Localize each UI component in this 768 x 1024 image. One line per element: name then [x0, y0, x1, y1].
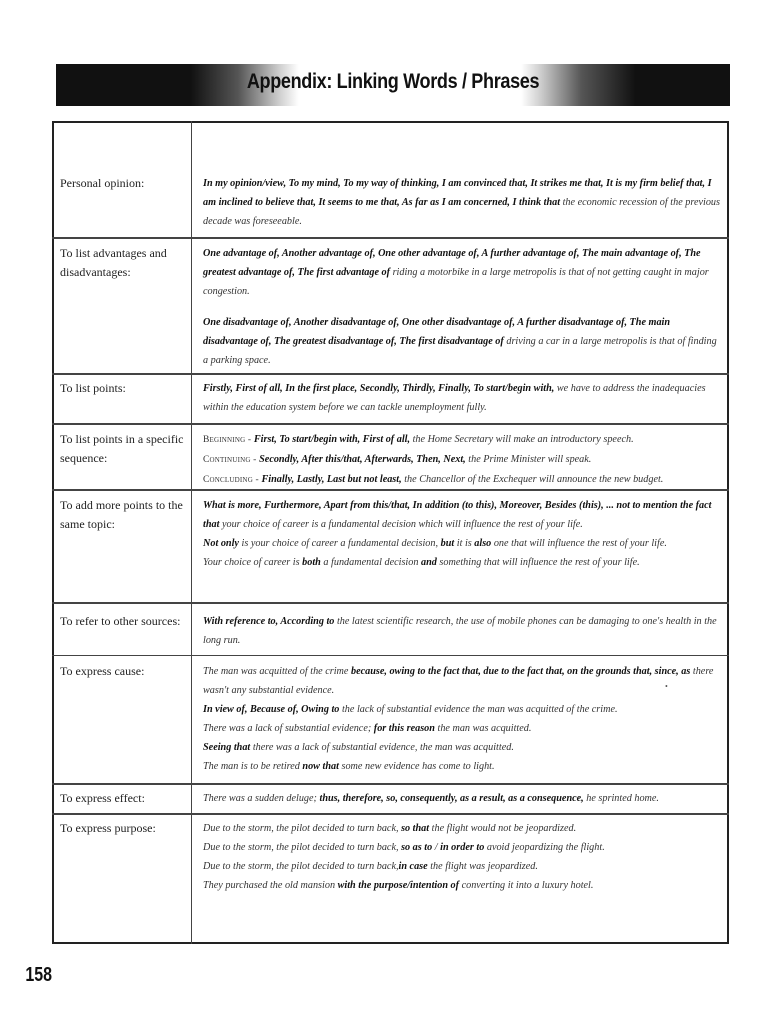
example-sentence [203, 819, 723, 838]
linking-phrase: One advantage of, Another advantage of, One other advantage of, A further advantage of, The main advantage of, The greatest advantage of, The first advantage of [203, 248, 701, 278]
example-text: the flight was jeopardized. [430, 861, 538, 872]
example-text: Your choice of career is [203, 557, 303, 568]
linking-phrase: First, To start/begin with, First of all, [253, 434, 413, 445]
row-label: To refer to other sources: [60, 614, 181, 628]
example-sentence [203, 244, 723, 301]
row-content [203, 789, 723, 808]
example-sentence [203, 553, 723, 572]
example-text: your choice of career is a fundamental decision which will influence the rest of your life. [221, 519, 583, 530]
example-text: some new evidence has come to light. [341, 761, 495, 772]
example-sentence [203, 496, 723, 534]
row-content [203, 819, 723, 895]
row-content [203, 612, 723, 650]
example-text: the latest scientific research, the use of mobile phones can be damaging to one's health in the long run. [203, 616, 717, 646]
sequence-stage: Continuing - [203, 455, 260, 465]
row-label: To express effect: [60, 791, 145, 805]
sequence-stage: Concluding - [203, 475, 262, 485]
example-text: something that will influence the rest of your life. [439, 557, 640, 568]
linking-phrase: With reference to, According to [203, 616, 337, 627]
row-label: To add more points to the same topic: [60, 498, 183, 531]
linking-phrase: In view of, Because of, Owing to [203, 704, 342, 715]
example-text: riding a motorbike in a large metropolis is that of not getting caught in major congestion. [203, 267, 709, 297]
row-divider [52, 237, 729, 239]
linking-phrase: for this reason [373, 723, 438, 734]
example-sentence [203, 857, 723, 876]
row-divider [52, 813, 729, 815]
example-text: the Home Secretary will make an introductory speech. [412, 434, 634, 445]
example-text: it is [456, 538, 475, 549]
example-sentence [203, 450, 723, 470]
example-sentence [203, 313, 723, 370]
row-content [203, 379, 723, 417]
page-number: 158 [25, 964, 53, 986]
example-text: The man is to be retired [203, 761, 303, 772]
example-text: he sprinted home. [586, 793, 659, 804]
example-text: the Prime Minister will speak. [468, 454, 592, 465]
example-sentence [203, 757, 723, 776]
linking-phrase: What is more, Furthermore, Apart from this/that, In addition (to this), Moreover, Besides (this), ... not to mention the fact that [203, 500, 712, 530]
example-text: driving a car in a large metropolis is that of finding a parking space. [203, 336, 717, 366]
example-text: / [434, 842, 441, 853]
example-sentence [203, 719, 723, 738]
example-sentence [203, 838, 723, 857]
linking-phrase: thus, therefore, so, consequently, as a result, as a consequence, [319, 793, 587, 804]
row-label: To express cause: [60, 664, 145, 678]
example-text: They purchased the old mansion [203, 880, 338, 891]
example-text: the lack of substantial evidence the man was acquitted of the crime. [341, 704, 618, 715]
linking-phrase: also [474, 538, 494, 549]
linking-phrase: Finally, Lastly, Last but not least, [261, 474, 405, 485]
example-sentence [203, 789, 723, 808]
row-content [203, 496, 723, 572]
example-text: the economic recession of the previous decade was foreseeable. [203, 197, 720, 227]
example-sentence [203, 700, 723, 719]
example-text: avoid jeopardizing the flight. [486, 842, 605, 853]
title-banner [56, 64, 730, 106]
row-content [203, 244, 723, 370]
example-text: the flight would not be jeopardized. [431, 823, 577, 834]
row-divider [52, 373, 729, 375]
linking-phrase: both [302, 557, 324, 568]
example-text: Due to the storm, the pilot decided to turn back, [203, 823, 402, 834]
row-content [203, 430, 723, 490]
example-sentence [203, 470, 723, 490]
linking-phrase: now that [302, 761, 342, 772]
page-title: Appendix: Linking Words / Phrases [246, 70, 540, 93]
example-text: Due to the storm, the pilot decided to turn back, [203, 842, 402, 853]
example-sentence [203, 612, 723, 650]
linking-phrase: in order to [440, 842, 487, 853]
row-divider [52, 602, 729, 604]
example-text: the Chancellor of the Exchequer will announce the new budget. [404, 474, 664, 485]
example-sentence [203, 379, 723, 417]
example-text: Due to the storm, the pilot decided to turn back, [203, 861, 399, 872]
sequence-stage: Beginning - [203, 435, 254, 445]
row-label: To express purpose: [60, 821, 156, 835]
linking-phrase: In my opinion/view, To my mind, To my way of thinking, I am convinced that, It strikes me that, It is my firm belief that, I am inclined to believe that, It seems to me that, As far as I am concerned, I think that [203, 178, 712, 208]
row-label: To list points: [60, 381, 126, 395]
row-divider [52, 423, 729, 425]
row-label: To list advantages and disadvantages: [60, 246, 167, 279]
example-text: there was a lack of substantial evidence, the man was acquitted. [252, 742, 514, 753]
linking-phrase: so as to [401, 842, 435, 853]
row-content [203, 662, 723, 776]
example-sentence [203, 738, 723, 757]
linking-phrase: Firstly, First of all, In the first place, Secondly, Thirdly, Finally, To start/begin with, [203, 383, 557, 394]
example-text: The man was acquitted of the crime [203, 666, 351, 677]
row-content [203, 174, 723, 231]
example-sentence [203, 430, 723, 450]
example-text: there wasn't any substantial evidence. [203, 666, 714, 696]
linking-phrase: Not only [203, 538, 242, 549]
example-sentence [203, 876, 723, 895]
example-text: is your choice of career a fundamental decision, [241, 538, 441, 549]
linking-phrase: in case [398, 861, 431, 872]
linking-phrase: with the purpose/intention of [337, 880, 462, 891]
row-divider [52, 655, 729, 656]
example-sentence [203, 534, 723, 553]
example-sentence [203, 174, 723, 231]
linking-phrase: and [421, 557, 440, 568]
example-text: one that will influence the rest of your life. [493, 538, 667, 549]
example-text: the man was acquitted. [437, 723, 532, 734]
example-text: a fundamental decision [323, 557, 421, 568]
linking-phrase: but [440, 538, 457, 549]
example-text: There was a sudden deluge; [203, 793, 320, 804]
column-divider [191, 121, 192, 944]
linking-phrase: Seeing that [203, 742, 253, 753]
stray-mark: • [665, 682, 668, 691]
example-text: There was a lack of substantial evidence; [203, 723, 374, 734]
row-label: Personal opinion: [60, 176, 145, 190]
linking-phrase: so that [401, 823, 432, 834]
example-text: we have to address the inadequacies within the education system before we can tackle unemployment fully. [203, 383, 706, 413]
linking-phrase: Secondly, After this/that, Afterwards, Then, Next, [259, 454, 469, 465]
example-text: converting it into a luxury hotel. [461, 880, 594, 891]
linking-phrase: One disadvantage of, Another disadvantage of, One other disadvantage of, A further disadvantage of, The main disadvantage of, The greatest disadvantage of, The first disadvantage of [203, 317, 671, 347]
linking-phrase: because, owing to the fact that, due to the fact that, on the grounds that, since, as [350, 666, 693, 677]
row-divider [52, 783, 729, 785]
row-label: To list points in a specific sequence: [60, 432, 184, 465]
example-sentence [203, 662, 723, 700]
